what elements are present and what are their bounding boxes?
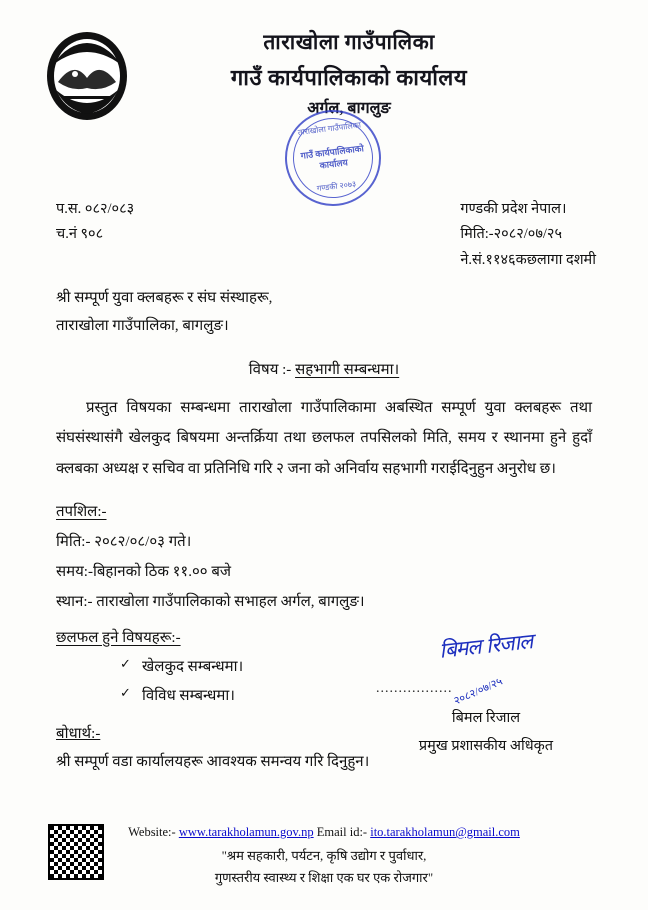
subject-text: सहभागी सम्बन्धमा।: [295, 361, 400, 378]
website-label: Website:-: [128, 825, 176, 839]
stamp-mid-text: गाउँ कार्यपालिकाको कार्यालय: [300, 143, 365, 171]
stamp-bottom-text: गण्डकी २०७३: [316, 179, 357, 193]
office-seal-stamp: [280, 105, 387, 212]
org-name: ताराखोला गाउँपालिका: [263, 30, 435, 54]
recipient-line-2: ताराखोला गाउँपालिका, बागलुङ।: [56, 317, 229, 334]
date-line: मिति:-२०८२/०७/२५: [460, 226, 562, 243]
org-address: अर्गल, बागलुङ: [307, 100, 391, 117]
signature-block: [376, 629, 596, 755]
detail-venue: स्थान:- ताराखोला गाउँपालिकाको सभाहल अर्गल, बागलुङ।: [56, 593, 365, 610]
details-label: [56, 501, 648, 521]
subject-line: [0, 359, 648, 379]
nepal-sambat-line: ने.सं.११४६कछलागा दशमी: [460, 251, 596, 268]
letterhead: [0, 0, 648, 193]
email-link[interactable]: ito.tarakholamun@gmail.com: [370, 825, 520, 839]
list-item: ✓ विविध सम्बन्धमा।: [120, 685, 648, 705]
reference-meta: [56, 197, 596, 271]
qr-code: [48, 824, 104, 880]
subject-prefix: विषय :-: [248, 361, 292, 378]
reference-numbers: [56, 197, 134, 248]
website-link[interactable]: www.tarakholamun.gov.np: [178, 825, 314, 839]
detail-time: समय:-बिहानको ठिक ११.०० बजे: [56, 563, 232, 580]
body-paragraph: प्रस्तुत विषयका सम्बन्धमा ताराखोला गाउँपालिकामा अबस्थित सम्पूर्ण युवा क्लबहरू तथा संघसंस्थासंगै खेलकुद बिषयमा अन्तर्क्रिया तथा छलफल तपसिलको मिति, समय र स्थानमा हुने हुदाँ क्लबका अध्यक्ष र सचिव वा प्रतिनिधि गरि २ जना को अनिर्वाय सहभागी गराईदिनुहुन अनुरोध छ।: [56, 399, 592, 477]
file-number: प.स. ०८२/०८३: [56, 201, 135, 217]
footer: [0, 825, 648, 886]
org-office: गाउँ कार्यपालिकाको कार्यालय: [230, 65, 468, 90]
province-and-date: [460, 197, 596, 273]
signatory-name: बिमल रिजाल: [451, 710, 521, 726]
detail-date: मिति:- २०८२/०८/०३ गते।: [56, 533, 192, 550]
footer-slogan-2: गुणस्तरीय स्वास्थ्य र शिक्षा एक घर एक रोजगार": [214, 870, 434, 885]
recipient-line-1: श्री सम्पूर्ण युवा क्लबहरू र संघ संस्थाहरू,: [56, 290, 273, 306]
agenda-label-text: छलफल हुने विषयहरू:-: [56, 629, 181, 646]
recipient-block: [56, 285, 648, 341]
handwritten-signature: बिमल रिजाल: [438, 629, 534, 663]
note-text: श्री सम्पूर्ण वडा कार्यालयहरू आवश्यक समन्वय गरि दिनुहुन।: [56, 753, 370, 770]
org-title-block: [70, 28, 628, 118]
dispatch-number: च.नं ९०८: [56, 226, 104, 243]
list-item: ✓ खेलकुद सम्बन्धमा।: [120, 656, 648, 676]
province-line: गण्डकी प्रदेश नेपाल।: [460, 201, 567, 217]
details-label-text: तपशिल:-: [56, 503, 107, 520]
note-label-text: बोधार्थ:-: [56, 725, 101, 742]
footer-slogan-1: "श्रम सहकारी, पर्यटन, कृषि उद्योग र पुर्वाधार,: [221, 848, 427, 863]
signatory-designation: प्रमुख प्रशासकीय अधिकृत: [418, 738, 554, 754]
stamp-top-text: ताराखोला गाउँपालिका: [297, 120, 362, 138]
email-label: Email id:-: [316, 825, 368, 839]
signature-date-mark: २०८२/०७/२५: [452, 675, 505, 708]
signature-dotted-line: .................: [376, 681, 453, 696]
nepal-government-emblem-icon: [44, 30, 130, 122]
